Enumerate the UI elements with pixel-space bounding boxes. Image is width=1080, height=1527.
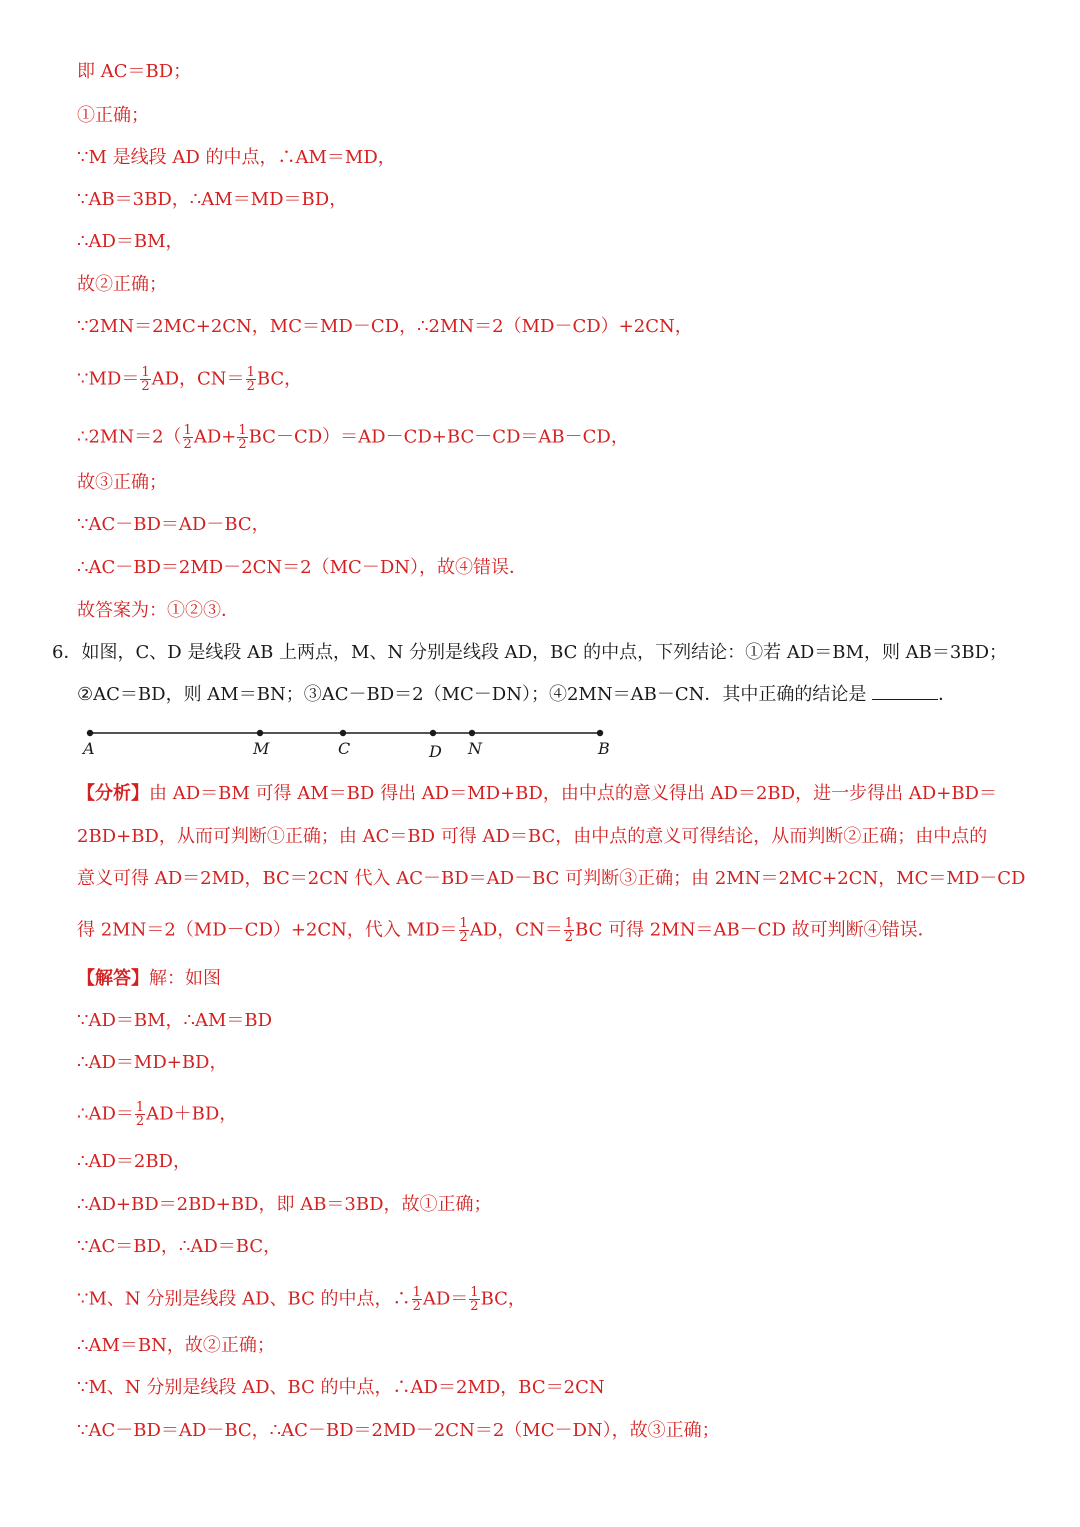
solution-line: ∵M 是线段 AD 的中点，∴AM＝MD， (77, 147, 396, 168)
solution-line: 故②正确； (77, 274, 167, 295)
fraction-numerator: 1 (238, 423, 247, 438)
fraction-denominator: 2 (238, 437, 247, 452)
solution-line: ∴AD＝BM， (77, 231, 184, 252)
solution-line: ∴AD＝2BD， (77, 1151, 191, 1172)
solution-line: ∴AM＝BN，故②正确； (77, 1335, 275, 1356)
text-segment: ∵M、N 分别是线段 AD、BC 的中点，∴ (77, 1288, 411, 1310)
fraction (237, 424, 247, 451)
fraction (564, 917, 574, 944)
fraction-numerator: 1 (183, 423, 192, 438)
solution-heading-line (77, 967, 221, 991)
line-segment-diagram (70, 722, 630, 766)
point-d-dot (430, 730, 436, 736)
text-segment: 得 2MN＝2（MD－CD）+2CN，代入 MD＝ (77, 919, 458, 941)
text-segment: ∴2MN＝2（ (77, 426, 182, 448)
text-segment: BC－CD）＝AD－CD+BC－CD＝AB－CD， (248, 426, 629, 448)
text-segment: ∴AD＝ (77, 1103, 134, 1125)
fraction (469, 1286, 479, 1313)
analysis-line: 2BD+BD，从而可判断①正确；由 AC＝BD 可得 AD＝BC，由中点的意义可得结论，从而判断②正确；由中点的 (77, 826, 988, 847)
solution-line: ∴AD+BD＝2BD+BD，即 AB＝3BD，故①正确； (77, 1194, 492, 1215)
fraction-denominator: 2 (135, 1114, 145, 1129)
text-segment: ∵MD＝ (77, 368, 140, 390)
solution-line: ∵2MN＝2MC+2CN，MC＝MD－CD，∴2MN＝2（MD－CD）+2CN， (77, 316, 693, 337)
solution-line (77, 1286, 526, 1313)
fraction (135, 1101, 145, 1128)
solution-heading: 【解答】 (77, 968, 149, 989)
point-b-label: B (598, 739, 610, 758)
analysis-line (77, 782, 997, 806)
fraction-denominator: 2 (470, 1299, 479, 1314)
fraction-denominator: 2 (459, 930, 468, 945)
text-segment: ． (938, 684, 957, 705)
solution-line: ∵AD＝BM，∴AM＝BD (77, 1010, 273, 1031)
point-d-label: D (429, 742, 442, 761)
fraction-denominator: 2 (564, 930, 574, 945)
fraction-numerator: 1 (246, 365, 255, 380)
solution-line: ①正确； (77, 105, 149, 126)
analysis-line: 意义可得 AD＝2MD，BC＝2CN 代入 AC－BD＝AD－BC 可判断③正确；由 2MN＝2MC+2CN，MC＝MD－CD (77, 868, 1026, 889)
point-m-label: M (253, 739, 270, 758)
fraction (459, 917, 469, 944)
point-b-dot (597, 730, 603, 736)
solution-line (77, 1101, 237, 1128)
answer-blank (872, 685, 938, 700)
text-segment: AD＋BD， (146, 1103, 238, 1125)
question-6-line-2 (77, 683, 956, 707)
segment-points (81, 730, 610, 761)
point-n-label: N (468, 739, 482, 758)
point-m-dot (257, 730, 263, 736)
solution-line: 故③正确； (77, 472, 167, 493)
text-segment: BC 可得 2MN＝AB－CD 故可判断④错误． (575, 919, 936, 941)
fraction-numerator: 1 (470, 1285, 479, 1300)
point-c-dot (340, 730, 346, 736)
solution-line: ∴AD＝MD+BD， (77, 1052, 228, 1073)
solution-line: ∵AC－BD＝AD－BC，∴AC－BD＝2MD－2CN＝2（MC－DN），故③正确； (77, 1420, 720, 1441)
analysis-heading: 【分析】 (77, 783, 149, 804)
point-a-dot (87, 730, 93, 736)
point-c-label: C (338, 739, 351, 758)
text-segment: 解：如图 (149, 968, 221, 989)
text-segment: AD+ (193, 426, 237, 448)
answer-line: 故答案为：①②③． (77, 600, 239, 621)
text-segment: ②AC＝BD，则 AM＝BN；③AC－BD＝2（MC－DN）；④2MN＝AB－CN．其中正确的结论是 (77, 684, 867, 705)
solution-line: ∵AC＝BD，∴AD＝BC， (77, 1236, 282, 1257)
text-segment: AD，CN＝ (151, 368, 245, 390)
text-segment: 由 AD＝BM 可得 AM＝BD 得出 AD＝MD+BD，由中点的意义得出 AD＝2BD，进一步得出 AD+BD＝ (149, 783, 997, 804)
text-segment: BC， (480, 1288, 526, 1310)
fraction (412, 1286, 422, 1313)
fraction-numerator: 1 (564, 916, 574, 931)
fraction-numerator: 1 (135, 1100, 145, 1115)
fraction-denominator: 2 (412, 1299, 421, 1314)
fraction (140, 366, 150, 393)
fraction-denominator: 2 (141, 379, 150, 394)
fraction-denominator: 2 (183, 437, 192, 452)
text-segment: AD＝ (422, 1288, 469, 1310)
text-segment: BC， (256, 368, 303, 390)
solution-line: ∴AC－BD＝2MD－2CN＝2（MC－DN），故④错误． (77, 557, 528, 578)
fraction-numerator: 1 (412, 1285, 421, 1300)
analysis-line (77, 917, 936, 944)
text-segment: AD，CN＝ (469, 919, 563, 941)
solution-line (77, 424, 629, 451)
fraction-denominator: 2 (246, 379, 255, 394)
fraction (246, 366, 256, 393)
solution-line: ∵M、N 分别是线段 AD、BC 的中点，∴AD＝2MD，BC＝2CN (77, 1377, 605, 1398)
question-6-line-1: 6．如图，C、D 是线段 AB 上两点，M、N 分别是线段 AD，BC 的中点，下列结论：①若 AD＝BM，则 AB＝3BD； (52, 642, 1008, 663)
point-a-label: A (83, 739, 95, 758)
point-n-dot (469, 730, 475, 736)
solution-line: 即 AC＝BD； (77, 61, 192, 82)
fraction-numerator: 1 (141, 365, 150, 380)
fraction (183, 424, 193, 451)
solution-line: ∵AC－BD＝AD－BC， (77, 514, 270, 535)
solution-line: ∵AB＝3BD，∴AM＝MD＝BD， (77, 189, 348, 210)
fraction-numerator: 1 (459, 916, 468, 931)
solution-line (77, 366, 302, 393)
